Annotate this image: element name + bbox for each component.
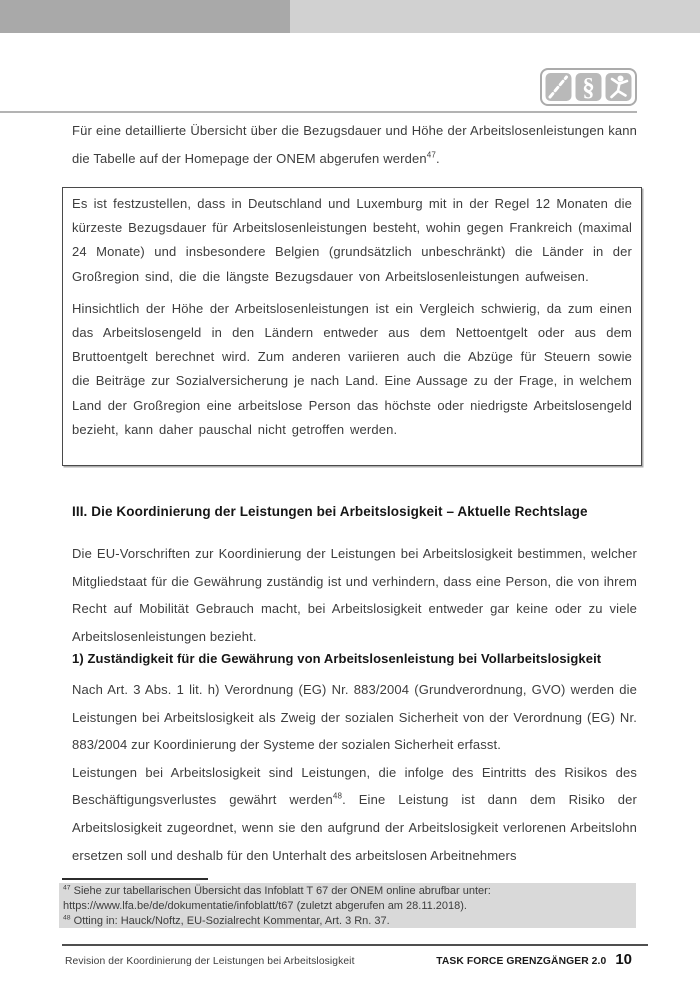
footnote-separator <box>62 878 208 880</box>
footer-brand: TASK FORCE GRENZGÄNGER 2.0 <box>436 956 607 967</box>
section-paragraph: Die EU-Vorschriften zur Koordinierung der Leistungen bei Arbeitslosigkeit bestimmen, welcher Mitgliedstaat für die Gewährung zuständig ist und verhindern, dass eine Person, die von ihrem Recht auf Mobilität Gebrauch macht, bei Arbeitslosigkeit entweder gar keine oder zu viele Arbeitslosenleistungen bezieht. <box>72 546 637 644</box>
footnote-48: $^{48}$ Otting in: Hauck/Noftz, EU-Sozialrecht Kommentar, Art. 3 Rn. 37. <box>63 913 390 927</box>
intro-paragraph: Für eine detaillierte Übersicht über die Bezugsdauer und Höhe der Arbeitslosenleistungen kann die Tabelle auf der Homepage der ONEM abgerufen werden$^{47}$. <box>72 123 637 166</box>
task-force-logo <box>540 68 637 106</box>
jumping-person-icon <box>606 73 632 101</box>
footnote-47-line-1: $^{47}$ Siehe zur tabellarischen Übersicht das Infoblatt T 67 der ONEM online abrufbar unter: <box>63 884 491 897</box>
svg-text:§: § <box>582 74 595 102</box>
header-rule <box>0 111 637 113</box>
header-bar-light <box>290 0 700 33</box>
footnote-ref-48: 48 <box>332 792 343 802</box>
summary-box <box>62 187 642 466</box>
page-number: 10 <box>615 951 632 968</box>
subsection-heading: 1) Zuständigkeit für die Gewährung von Arbeitslosenleistung bei Vollarbeitslosigkeit <box>72 651 602 666</box>
footnote-ref-47: 47 <box>426 150 437 160</box>
footer-rule <box>62 944 648 946</box>
subsection-paragraph-1: Nach Art. 3 Abs. 1 lit. h) Verordnung (EG) Nr. 883/2004 (Grundverordnung, GVO) werden die Leistungen bei Arbeitslosigkeit als Zweig der sozialen Sicherheit von der Verordnung (EG) Nr. 883/2004 zur Koordinierung der Systeme der sozialen Sicherheit erfasst. <box>72 682 637 753</box>
footer <box>65 951 632 968</box>
road-icon <box>546 73 572 101</box>
box-paragraph-1: Es ist festzustellen, dass in Deutschland und Luxemburg mit in der Regel 12 Monaten die kürzeste Bezugsdauer für Arbeitslosenleistungen besteht, wohin gegen Frankreich (maximal 24 Monate) und insbesondere Belgien (grundsätzlich unbeschränkt) die Länder in der Großregion sind, die die längste Bezugsdauer von Arbeitslosenleistungen aufweisen. <box>72 196 632 284</box>
section-heading: III. Die Koordinierung der Leistungen bei Arbeitslosigkeit – Aktuelle Rechtslage <box>72 504 588 519</box>
subsection-body <box>72 676 637 876</box>
header-bar-dark <box>0 0 290 33</box>
footnotes-block <box>59 883 636 928</box>
footer-brand-group <box>436 951 632 968</box>
intro-text: Für eine detaillierte Übersicht über die Bezugsdauer und Höhe der Arbeitslosenleistungen kann die Tabelle auf der Homepage der ONEM abgerufen werden <box>72 123 637 166</box>
paragraph-sign-icon <box>576 73 602 102</box>
footnote-47-line-2 <box>63 899 636 914</box>
footnote-url: https://www.lfa.be/de/dokumentatie/infoblatt/t67 (zuletzt abgerufen am 28.11.2018). <box>63 899 467 912</box>
footer-document-title: Revision der Koordinierung der Leistungen bei Arbeitslosigkeit <box>65 956 355 967</box>
box-paragraph-2: Hinsichtlich der Höhe der Arbeitslosenleistungen ist ein Vergleich schwierig, da zum einen das Arbeitslosengeld in den Ländern entweder aus dem Nettoentgelt oder aus dem Bruttoentgelt berechnet wird. Zum anderen variieren auch die Abzüge für Steuern sowie die Beiträge zur Sozialversicherung je nach Land. Eine Aussage zu der Frage, in welchem Land der Großregion eine arbeitslose Person das höchste oder niedrigste Arbeitslosengeld bezieht, kann daher pauschal nicht getroffen werden. <box>72 300 632 437</box>
subsection-paragraph-2: Leistungen bei Arbeitslosigkeit sind Leistungen, die infolge des Eintritts des Risikos des Beschäftigungsverlustes gewährt werden$^{48}$. Eine Leistung ist dann dem Risiko der Arbeitslosigkeit zugeordnet, wenn sie den aufgrund der Arbeitslosigkeit verlorenen Arbeitslohn ersetzen soll und deshalb für den Unterhalt des arbeitslosen Arbeitnehmers <box>72 764 637 863</box>
